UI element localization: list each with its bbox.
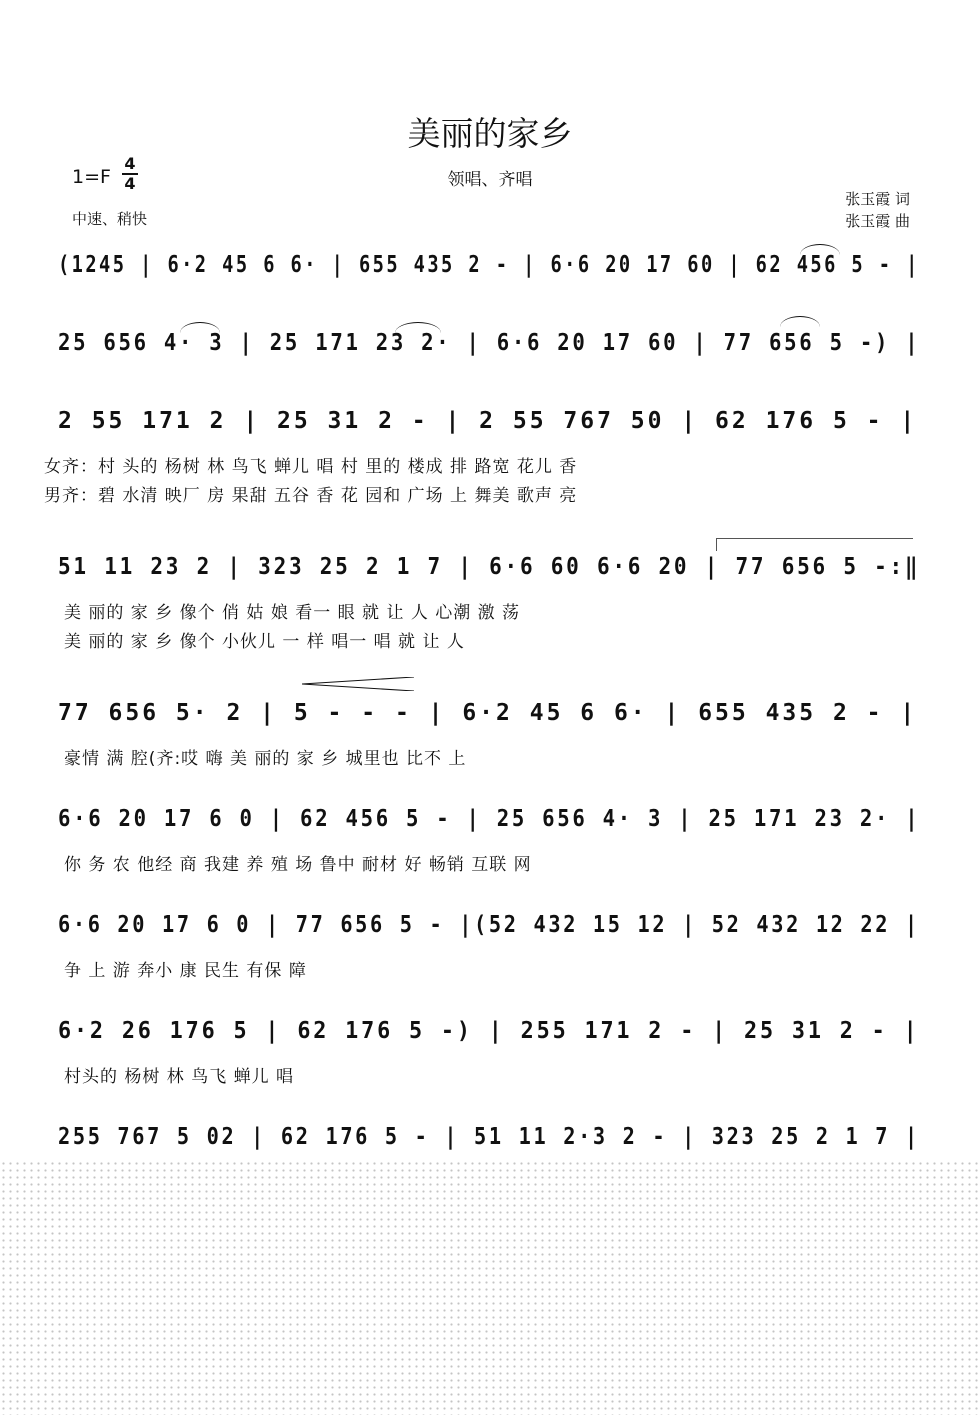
crescendo-icon: [302, 677, 414, 691]
slur-mark: [180, 322, 220, 333]
notation-line: 51 11 23 2 | 323 25 2 1 7 | 6·6 60 6·6 20 | 77 656 5 -:‖: [58, 554, 921, 580]
tempo-marking: 中速、稍快: [72, 210, 148, 228]
score-line-7: [58, 912, 920, 981]
notation-line: 6·2 26 176 5 | 62 176 5 -) | 255 171 2 - | 25 31 2 - |: [58, 1018, 920, 1044]
lyric-line: 美 丽的 家 乡 像个 俏 姑 娘 看一 眼 就 让 人 心潮 激 荡: [64, 603, 521, 623]
score-line-3: [44, 408, 920, 506]
lyric-line: 争 上 游 奔小 康 民生 有保 障: [64, 961, 307, 981]
notation-line: 77 656 5· 2 | 5 - - - | 6·2 45 6 6· | 655 435 2 - |: [58, 700, 918, 726]
slur-mark: [395, 322, 441, 333]
lyricist-credit: 张玉霞 词: [845, 190, 910, 208]
lyric-line: 你 务 农 他经 商 我建 养 殖 场 鲁中 耐材 好 畅销 互联 网: [64, 855, 532, 875]
notation-line: 255 767 5 02 | 62 176 5 - | 51 11 2·3 2 - | 323 25 2 1 7 |: [58, 1124, 920, 1150]
notation-line: 6·6 20 17 6 0 | 77 656 5 - |(52 432 15 12 | 52 432 12 22 |: [58, 912, 920, 938]
score-line-2: [58, 330, 920, 370]
composer-credit: 张玉霞 曲: [845, 212, 910, 230]
score-line-9: [58, 1124, 920, 1164]
dotted-background: [0, 1160, 980, 1415]
volta-bracket: [716, 538, 913, 551]
lyric-line: 豪情 满 腔(齐:哎 嗨 美 丽的 家 乡 城里也 比不 上: [64, 749, 467, 769]
song-title: 美丽的家乡: [407, 114, 573, 153]
lyric-line: 村头的 杨树 林 鸟飞 蝉儿 唱: [64, 1067, 295, 1087]
key-signature: 1=F: [72, 166, 111, 188]
crescendo-mark: [302, 676, 414, 690]
notation-line: 25 656 4· 3 | 25 171 23 2· | 6·6 20 17 60 | 77 656 5 -) |: [58, 330, 921, 356]
lyric-line: 男齐：碧 水清 映厂 房 果甜 五谷 香 花 园和 广场 上 舞美 歌声 亮: [44, 486, 578, 506]
time-signature: [122, 156, 138, 192]
slur-mark: [780, 316, 820, 327]
time-top: 4: [124, 154, 136, 173]
score-line-5: [58, 700, 920, 769]
time-bottom: 4: [124, 174, 136, 193]
notation-line: 6·6 20 17 6 0 | 62 456 5 - | 25 656 4· 3 | 25 171 23 2· |: [58, 806, 921, 832]
score-line-4: [58, 554, 921, 652]
lyric-line: 美 丽的 家 乡 像个 小伙儿 一 样 唱一 唱 就 让 人: [64, 632, 465, 652]
lyric-line: 女齐：村 头的 杨树 林 鸟飞 蝉儿 唱 村 里的 楼成 排 路宽 花儿 香: [44, 457, 578, 477]
song-subtitle: 领唱、齐唱: [447, 170, 533, 190]
notation-line: (1245 | 6·2 45 6 6· | 655 435 2 - | 6·6 20 17 60 | 62 456 5 - |: [58, 252, 920, 278]
score-line-1: [58, 252, 920, 292]
notation-line: 2 55 171 2 | 25 31 2 - | 2 55 767 50 | 62 176 5 - |: [58, 408, 918, 434]
score-line-8: [58, 1018, 920, 1087]
score-line-6: [58, 806, 921, 875]
slur-mark: [800, 244, 840, 255]
